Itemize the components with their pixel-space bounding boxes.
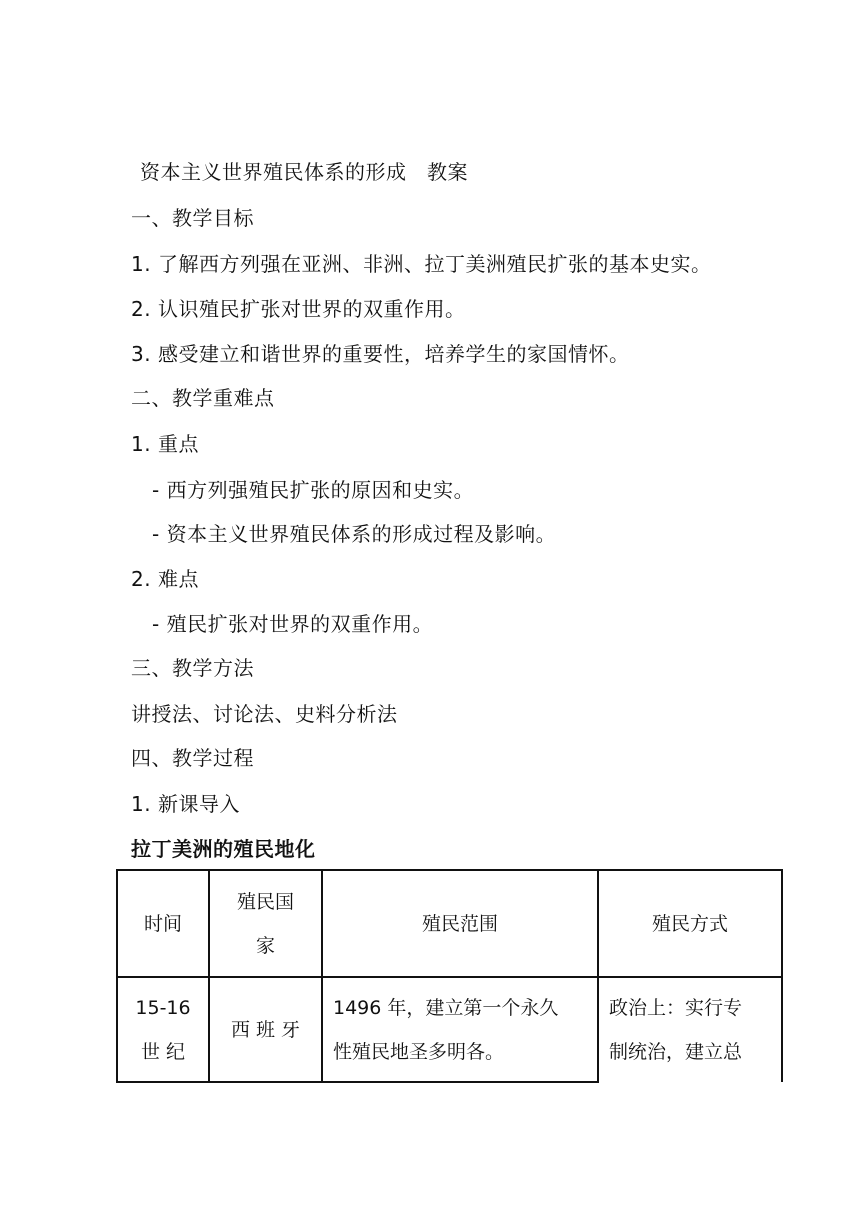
cell-scope: 1496 年，建立第一个永久 性殖民地圣多明各。 bbox=[322, 977, 598, 1082]
difficult-label: 2. 难点 bbox=[131, 567, 199, 591]
table-heading: 拉丁美洲的殖民地化 bbox=[131, 837, 316, 861]
section-heading-goals: 一、教学目标 bbox=[131, 206, 254, 230]
cell-time: 15-16 世 纪 bbox=[117, 977, 209, 1082]
key-item: - 西方列强殖民扩张的原因和史实。 bbox=[152, 478, 475, 502]
section-heading-key-points: 二、教学重难点 bbox=[131, 386, 275, 410]
goal-item: 2. 认识殖民扩张对世界的双重作用。 bbox=[131, 297, 466, 321]
section-heading-methods: 三、教学方法 bbox=[131, 656, 254, 680]
table-row bbox=[117, 977, 782, 1082]
header-cell-country: 殖民国 家 bbox=[209, 870, 322, 977]
table-header-row bbox=[117, 870, 782, 977]
header-cell-scope: 殖民范围 bbox=[322, 870, 598, 977]
colonization-table bbox=[116, 869, 783, 1083]
document-title: 资本主义世界殖民体系的形成 教案 bbox=[140, 160, 468, 184]
section-heading-process: 四、教学过程 bbox=[131, 746, 254, 770]
header-cell-time: 时间 bbox=[117, 870, 209, 977]
key-label: 1. 重点 bbox=[131, 432, 199, 456]
methods-text: 讲授法、讨论法、史料分析法 bbox=[131, 702, 398, 726]
goal-item: 3. 感受建立和谐世界的重要性，培养学生的家国情怀。 bbox=[131, 342, 630, 366]
difficult-item: - 殖民扩张对世界的双重作用。 bbox=[152, 612, 434, 636]
cell-method: 政治上：实行专 制统治，建立总 bbox=[598, 977, 782, 1082]
process-step: 1. 新课导入 bbox=[131, 792, 240, 816]
key-item: - 资本主义世界殖民体系的形成过程及影响。 bbox=[152, 522, 557, 546]
header-cell-method: 殖民方式 bbox=[598, 870, 782, 977]
cell-country: 西 班 牙 bbox=[209, 977, 322, 1082]
goal-item: 1. 了解西方列强在亚洲、非洲、拉丁美洲殖民扩张的基本史实。 bbox=[131, 252, 712, 276]
